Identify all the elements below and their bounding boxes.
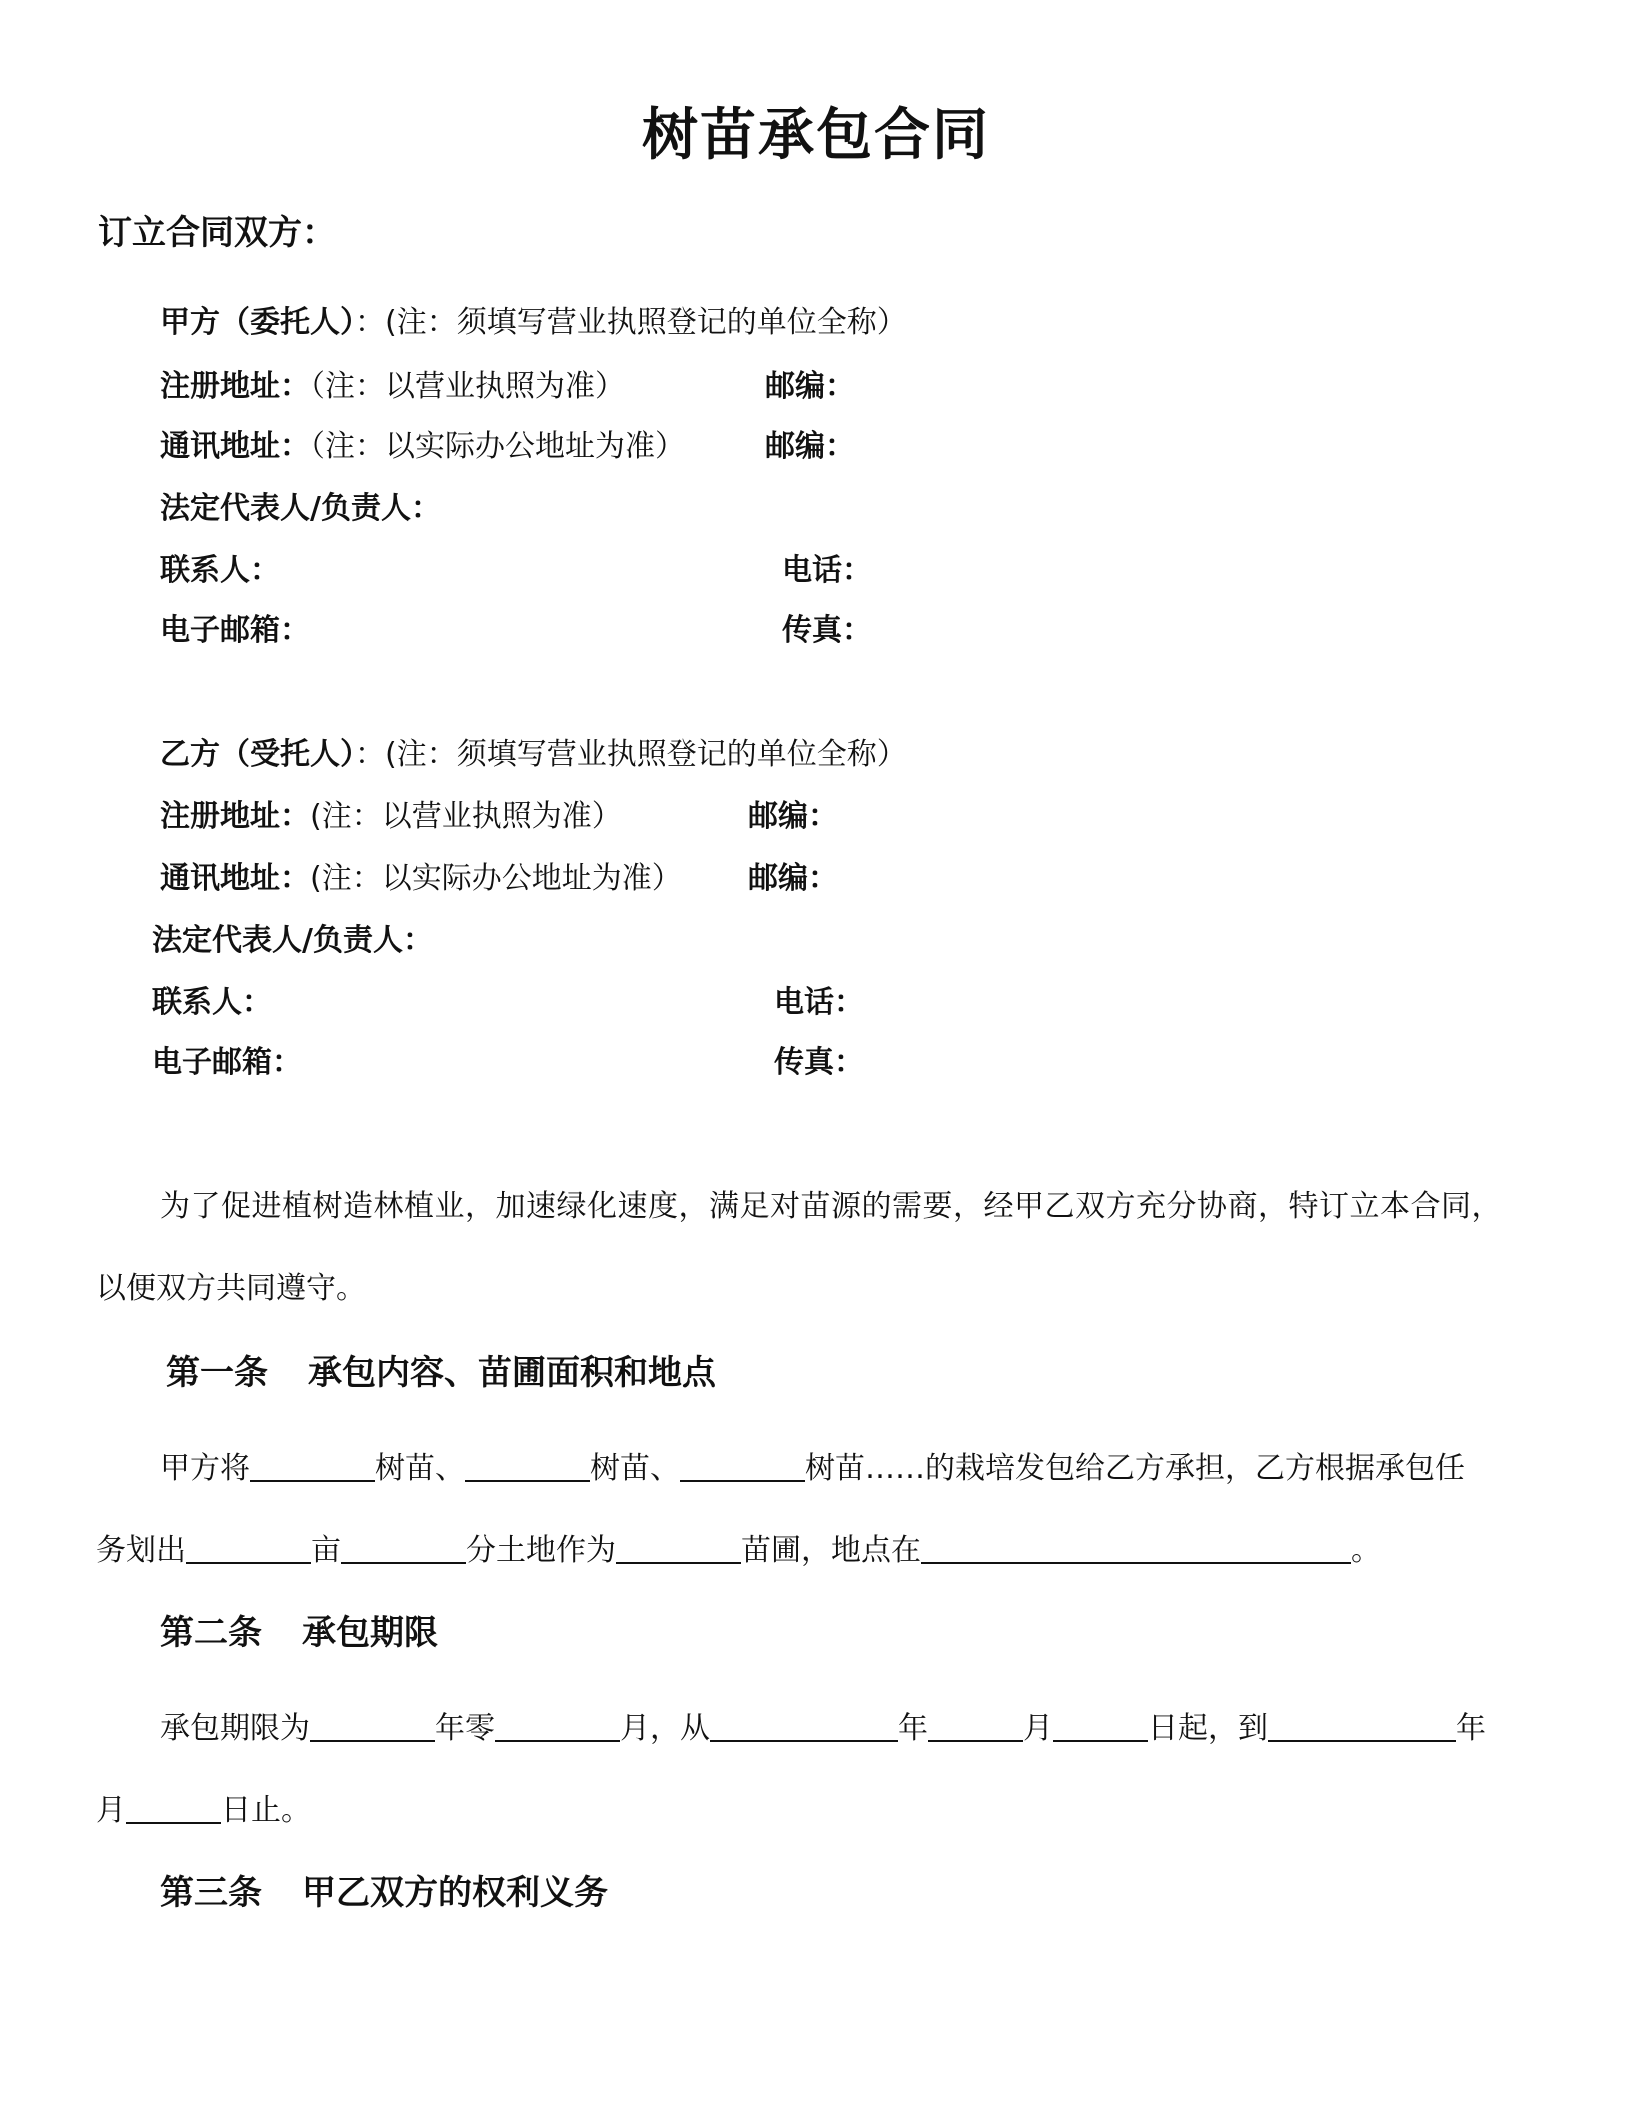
article-2-line-1 [160, 1712, 1486, 1744]
article-2-title: 承包期限 [302, 1613, 438, 1653]
article-3-heading [160, 1873, 608, 1913]
party-b-legal-rep-label: 法定代表人/负责人： [152, 923, 433, 958]
article-1-text: 树苗、 [375, 1451, 465, 1486]
party-b-name-note: ：(注：须填写营业执照登记的单位全称） [355, 737, 907, 772]
article-1-text: 树苗、 [590, 1451, 680, 1486]
blank-field[interactable] [495, 1712, 620, 1742]
party-a-reg-address-note: （注：以营业执照为准） [310, 369, 625, 404]
blank-field[interactable] [186, 1534, 311, 1564]
party-a-name-note: ：(注：须填写营业执照登记的单位全称） [355, 305, 907, 340]
blank-field[interactable] [250, 1452, 375, 1482]
party-a-name-line [160, 305, 907, 340]
blank-field[interactable] [928, 1712, 1023, 1742]
party-a-postcode2-label: 邮编： [765, 429, 855, 464]
blank-field[interactable] [921, 1534, 1351, 1564]
party-b-reg-address-label: 注册地址： [160, 799, 310, 834]
blank-field[interactable] [126, 1794, 221, 1824]
blank-field[interactable] [1268, 1712, 1456, 1742]
party-a-contact-label: 联系人： [160, 553, 280, 588]
article-1-line-2 [96, 1534, 1381, 1566]
party-b-name-line [160, 737, 907, 772]
party-b-mail-address-line [160, 861, 682, 896]
article-3-title: 甲乙双方的权利义务 [302, 1873, 608, 1913]
article-2-text: 月 [96, 1793, 126, 1828]
party-b-name-label: 乙方（受托人） [160, 737, 355, 772]
party-a-legal-rep-label: 法定代表人/负责人： [160, 491, 441, 526]
article-1-text: 务划出 [96, 1533, 186, 1568]
article-1-line-1 [160, 1452, 1465, 1484]
article-2-text: 日止。 [221, 1793, 311, 1828]
party-b-postcode-label: 邮编： [748, 799, 838, 834]
party-b-email-label: 电子邮箱： [152, 1045, 302, 1080]
blank-field[interactable] [616, 1534, 741, 1564]
party-a-name-label: 甲方（委托人） [160, 305, 355, 340]
article-1-text: 。 [1351, 1533, 1381, 1568]
article-1-heading [166, 1353, 716, 1393]
article-1-text: 树苗……的栽培发包给乙方承担，乙方根据承包任 [805, 1451, 1465, 1486]
party-a-mail-address-line [160, 429, 685, 464]
article-3-number: 第三条 [160, 1873, 262, 1913]
article-1-text: 分土地作为 [466, 1533, 616, 1568]
party-b-phone-label: 电话： [774, 985, 864, 1020]
article-1-text: 甲方将 [160, 1451, 250, 1486]
blank-field[interactable] [465, 1452, 590, 1482]
article-1-text: 亩 [311, 1533, 341, 1568]
party-a-reg-address-label: 注册地址： [160, 369, 310, 404]
article-2-text: 承包期限为 [160, 1711, 310, 1746]
blank-field[interactable] [1053, 1712, 1148, 1742]
party-b-contact-label: 联系人： [152, 985, 272, 1020]
blank-field[interactable] [310, 1712, 435, 1742]
article-2-text: 月 [1023, 1711, 1053, 1746]
article-1-text: 苗圃，地点在 [741, 1533, 921, 1568]
parties-heading: 订立合同双方： [98, 213, 336, 253]
party-a-reg-address-line [160, 369, 625, 404]
party-a-phone-label: 电话： [782, 553, 872, 588]
blank-field[interactable] [341, 1534, 466, 1564]
party-b-reg-address-note: (注：以营业执照为准） [310, 799, 622, 834]
article-2-text: 年 [898, 1711, 928, 1746]
article-1-number: 第一条 [166, 1353, 268, 1393]
intro-line-1: 为了促进植树造林植业，加速绿化速度，满足对苗源的需要，经甲乙双方充分协商，特订立本合同， [160, 1189, 1502, 1224]
article-2-text: 年零 [435, 1711, 495, 1746]
article-1-title: 承包内容、苗圃面积和地点 [308, 1353, 716, 1393]
article-2-text: 年 [1456, 1711, 1486, 1746]
article-2-heading [160, 1613, 438, 1653]
intro-line-2: 以便双方共同遵守。 [96, 1271, 366, 1306]
party-b-fax-label: 传真： [774, 1045, 864, 1080]
party-b-mail-address-label: 通讯地址： [160, 861, 310, 896]
party-a-email-label: 电子邮箱： [160, 613, 310, 648]
party-a-mail-address-note: （注：以实际办公地址为准） [310, 429, 685, 464]
article-2-text: 月，从 [620, 1711, 710, 1746]
party-b-reg-address-line [160, 799, 622, 834]
blank-field[interactable] [680, 1452, 805, 1482]
article-2-text: 日起，到 [1148, 1711, 1268, 1746]
blank-field[interactable] [710, 1712, 898, 1742]
document-title: 树苗承包合同 [642, 103, 990, 168]
party-b-postcode2-label: 邮编： [748, 861, 838, 896]
party-b-mail-address-note: (注：以实际办公地址为准） [310, 861, 682, 896]
article-2-number: 第二条 [160, 1613, 262, 1653]
article-2-line-2 [96, 1794, 311, 1826]
party-a-fax-label: 传真： [782, 613, 872, 648]
party-a-postcode-label: 邮编： [765, 369, 855, 404]
party-a-mail-address-label: 通讯地址： [160, 429, 310, 464]
